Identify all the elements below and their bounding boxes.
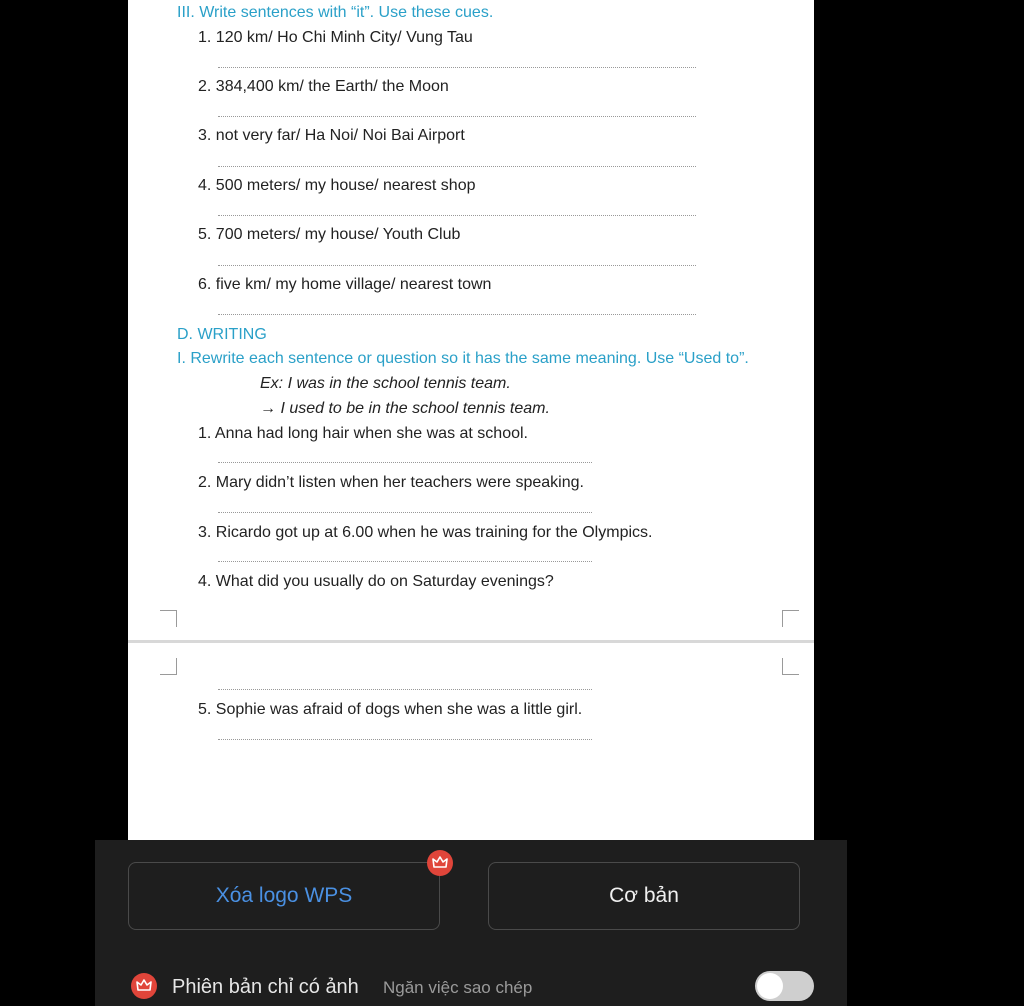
document-page-1: [128, 0, 814, 640]
remove-wps-logo-label: Xóa logo WPS: [215, 884, 353, 907]
premium-crown-icon: [131, 973, 157, 999]
answer-line: [218, 166, 696, 167]
copy-protect-label: Ngăn việc sao chép: [383, 978, 533, 997]
answer-line: [218, 739, 592, 740]
example-answer: → I used to be in the school tennis team.: [260, 400, 550, 417]
cue-item-1: 1. 120 km/ Ho Chi Minh City/ Vung Tau: [198, 29, 473, 46]
page-corner-mark: [160, 610, 177, 627]
basic-label: Cơ bản: [609, 884, 679, 907]
answer-line: [218, 314, 696, 315]
answer-line: [218, 462, 592, 463]
rewrite-item-3: 3. Ricardo got up at 6.00 when he was training for the Olympics.: [198, 524, 653, 541]
writing-instruction: I. Rewrite each sentence or question so it has the same meaning. Use “Used to”.: [177, 350, 749, 367]
answer-line: [218, 116, 696, 117]
export-options-panel: [95, 840, 847, 1006]
premium-crown-icon: [427, 850, 453, 876]
image-only-toggle[interactable]: [755, 971, 814, 1001]
cue-item-5: 5. 700 meters/ my house/ Youth Club: [198, 226, 461, 243]
rewrite-item-1: 1. Anna had long hair when she was at school.: [198, 425, 528, 442]
cue-item-3: 3. not very far/ Ha Noi/ Noi Bai Airport: [198, 127, 465, 144]
page-corner-mark: [160, 658, 177, 675]
answer-line: [218, 265, 696, 266]
answer-line: [218, 512, 592, 513]
page-corner-mark: [782, 658, 799, 675]
rewrite-item-4: 4. What did you usually do on Saturday evenings?: [198, 573, 554, 590]
example-prompt: Ex: I was in the school tennis team.: [260, 375, 511, 392]
answer-line: [218, 215, 696, 216]
answer-line: [218, 689, 592, 690]
section-3-heading: III. Write sentences with “it”. Use these cues.: [177, 4, 494, 21]
page-corner-mark: [782, 610, 799, 627]
toggle-knob: [757, 973, 783, 999]
cue-item-6: 6. five km/ my home village/ nearest town: [198, 276, 492, 293]
document-page-2: [128, 643, 814, 840]
rewrite-item-2: 2. Mary didn’t listen when her teachers were speaking.: [198, 474, 584, 491]
writing-heading: D. WRITING: [177, 326, 267, 343]
answer-line: [218, 67, 696, 68]
basic-button[interactable]: [488, 862, 800, 930]
cue-item-2: 2. 384,400 km/ the Earth/ the Moon: [198, 78, 449, 95]
answer-line: [218, 561, 592, 562]
remove-wps-logo-button[interactable]: [128, 862, 440, 930]
rewrite-item-5: 5. Sophie was afraid of dogs when she was a little girl.: [198, 701, 583, 718]
image-only-version-label: Phiên bản chỉ có ảnh: [172, 976, 359, 998]
cue-item-4: 4. 500 meters/ my house/ nearest shop: [198, 177, 476, 194]
